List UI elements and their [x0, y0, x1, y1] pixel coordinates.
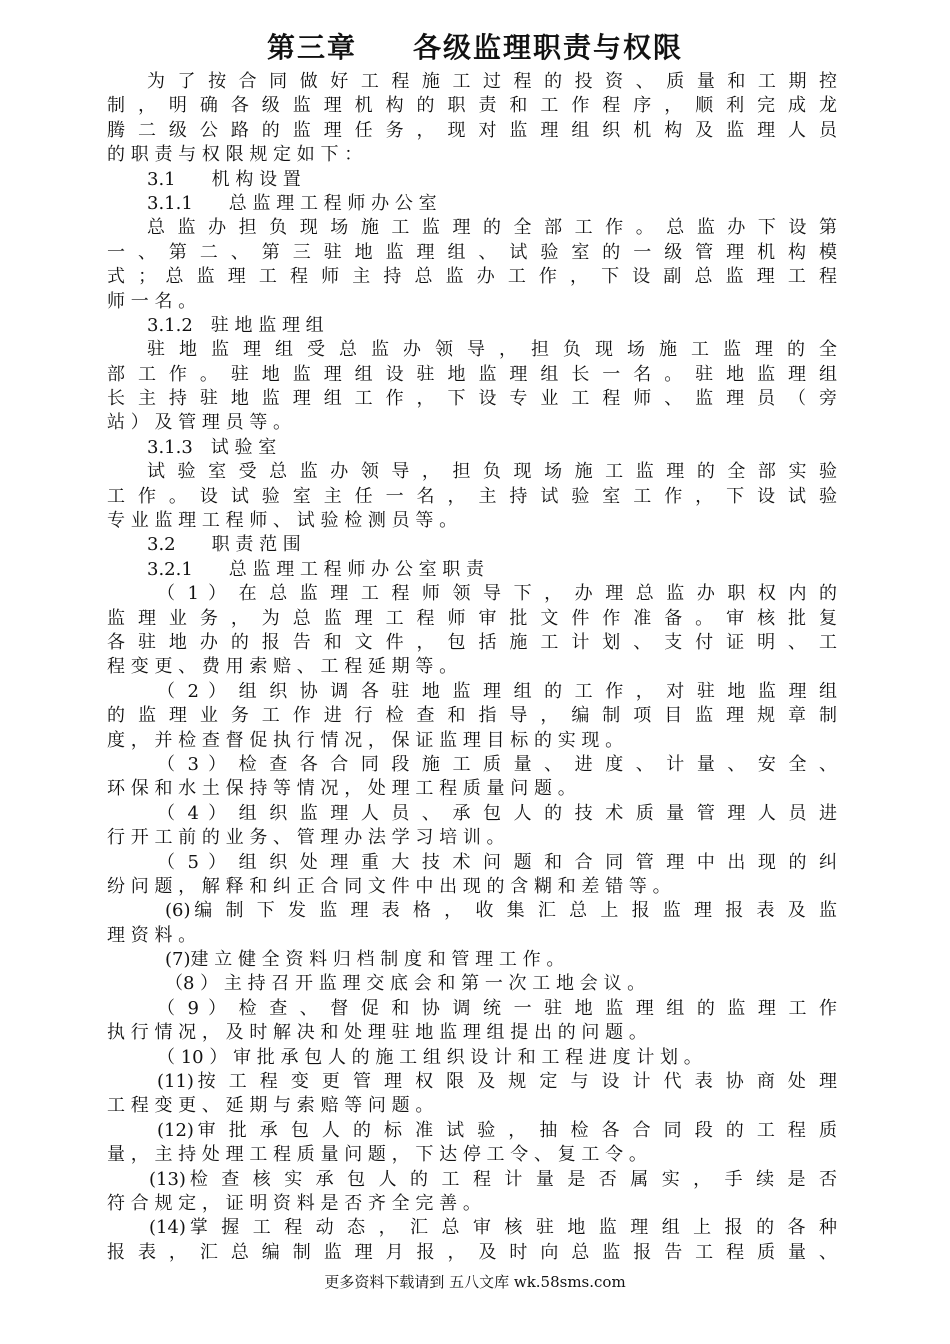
- text-line: 部 工 作 。 驻 地 监 理 组 设 驻 地 监 理 组 长 一 名 。 驻 地 监 理 组: [107, 363, 837, 385]
- text-line: 3.1 机 构 设 置: [147, 168, 301, 190]
- text-line: 工 程 变 更 、 延 期 与 索 赔 等 问 题 。: [107, 1095, 434, 1117]
- text-line: （8 ） 主 持 召 开 监 理 交 底 会 和 第 一 次 工 地 会 议 。: [165, 973, 646, 995]
- text-line: （ 9 ） 检 查 、 督 促 和 协 调 统 一 驻 地 监 理 组 的 监 理 工 作: [157, 997, 837, 1019]
- text-line: 的 监 理 业 务 工 作 进 行 检 查 和 指 导 ， 编 制 项 目 监 理 规 章 制: [107, 705, 837, 727]
- text-line: 式 ； 总 监 理 工 程 师 主 持 总 监 办 工 作 ， 下 设 副 总 监 理 工 程: [107, 266, 837, 288]
- text-line: （ 3 ） 检 查 各 合 同 段 施 工 质 量 、 进 度 、 计 量 、 安 全 、: [157, 753, 837, 775]
- text-line: 度 ， 并 检 查 督 促 执 行 情 况 ， 保 证 监 理 目 标 的 实 现 。: [107, 729, 624, 751]
- text-line: 3.2 职 责 范 围: [147, 534, 301, 556]
- text-line: (7)建 立 健 全 资 料 归 档 制 度 和 管 理 工 作 。: [165, 949, 565, 971]
- text-line: (6)编 制 下 发 监 理 表 格 ， 收 集 汇 总 上 报 监 理 报 表 及 监: [165, 900, 837, 922]
- text-line: (12)审 批 承 包 人 的 标 准 试 验 ， 抽 检 各 合 同 段 的 工 程 质: [157, 1119, 837, 1141]
- text-line: （ 4 ） 组 织 监 理 人 员 、 承 包 人 的 技 术 质 量 管 理 人 员 进: [157, 802, 837, 824]
- chapter-number: 第三章: [266, 31, 357, 64]
- text-line: 长 主 持 驻 地 监 理 组 工 作 ， 下 设 专 业 工 程 师 、 监 理 员 （ 旁: [107, 388, 837, 410]
- text-line: 师 一 名 。: [107, 290, 197, 312]
- text-line: 制 ， 明 确 各 级 监 理 机 构 的 职 责 和 工 作 程 序 ， 顺 利 完 成 龙: [107, 95, 837, 117]
- text-line: 3.1.3 试 验 室: [147, 436, 277, 458]
- text-line: 量 ， 主 持 处 理 工 程 质 量 问 题 ， 下 达 停 工 令 、 复 工 令 。: [107, 1144, 647, 1166]
- text-line: 一 、 第 二 、 第 三 驻 地 监 理 组 、 试 验 室 的 一 级 管 理 机 构 模: [107, 241, 837, 263]
- text-line: 环 保 和 水 土 保 持 等 情 况 ， 处 理 工 程 质 量 问 题 。: [107, 778, 576, 800]
- text-line: 各 驻 地 办 的 报 告 和 文 件 ， 包 括 施 工 计 划 、 支 付 证 明 、 工: [107, 631, 837, 653]
- text-line: (13)检 查 核 实 承 包 人 的 工 程 计 量 是 否 属 实 ， 手 续 是 否: [149, 1168, 837, 1190]
- text-line: （ 1 ） 在 总 监 理 工 程 师 领 导 下 ， 办 理 总 监 办 职 权 内 的: [157, 583, 837, 605]
- text-line: （ 10 ） 审 批 承 包 人 的 施 工 组 织 设 计 和 工 程 进 度 计 划 。: [157, 1046, 702, 1068]
- text-line: 站 ） 及 管 理 员 等 。: [107, 412, 292, 434]
- text-line: 理 资 料 。: [107, 924, 197, 946]
- document-body: [107, 70, 837, 1265]
- text-line: 纷 问 题 ， 解 释 和 纠 正 合 同 文 件 中 出 现 的 含 糊 和 差 错 等 。: [107, 875, 671, 897]
- text-line: 执 行 情 况 ， 及 时 解 决 和 处 理 驻 地 监 理 组 提 出 的 问 题 。: [107, 1022, 647, 1044]
- text-line: （ 2 ） 组 织 协 调 各 驻 地 监 理 组 的 工 作 ， 对 驻 地 监 理 组: [157, 680, 837, 702]
- text-line: 3.1.2 驻 地 监 理 组: [147, 314, 324, 336]
- text-line: (11)按 工 程 变 更 管 理 权 限 及 规 定 与 设 计 代 表 协 商 处 理: [157, 1071, 837, 1093]
- text-line: 报 表 ， 汇 总 编 制 监 理 月 报 ， 及 时 向 总 监 报 告 工 程 质 量 、: [107, 1241, 837, 1263]
- text-line: 符 合 规 定 ， 证 明 资 料 是 否 齐 全 完 善 。: [107, 1192, 481, 1214]
- footer-watermark[interactable]: 更多资料下载请到 五八文库 wk.58sms.com: [324, 1273, 626, 1291]
- text-line: 程 变 更 、 费 用 索 赔 、 工 程 延 期 等 。: [107, 656, 458, 678]
- text-line: 总 监 办 担 负 现 场 施 工 监 理 的 全 部 工 作 。 总 监 办 下 设 第: [147, 217, 837, 239]
- chapter-heading: 各级监理职责与权限: [413, 31, 684, 64]
- text-line: 3.2.1 总 监 理 工 程 师 办 公 室 职 责: [147, 558, 485, 580]
- text-line: 腾 二 级 公 路 的 监 理 任 务 ， 现 对 监 理 组 织 机 构 及 监 理 人 员: [107, 119, 837, 141]
- text-line: 工 作 。 设 试 验 室 主 任 一 名 ， 主 持 试 验 室 工 作 ， 下 设 试 验: [107, 485, 837, 507]
- text-line: 试 验 室 受 总 监 办 领 导 ， 担 负 现 场 施 工 监 理 的 全 部 实 验: [147, 461, 837, 483]
- text-line: 专 业 监 理 工 程 师 、 试 验 检 测 员 等 。: [107, 510, 458, 532]
- chapter-title: [0, 26, 950, 66]
- text-line: 为 了 按 合 同 做 好 工 程 施 工 过 程 的 投 资 、 质 量 和 工 期 控: [147, 71, 837, 92]
- text-line: (14)掌 握 工 程 动 态 ， 汇 总 审 核 驻 地 监 理 组 上 报 的 各 种: [149, 1217, 837, 1239]
- text-line: 监 理 业 务 ， 为 总 监 理 工 程 师 审 批 文 件 作 准 备 。 审 核 批 复: [107, 607, 837, 629]
- text-line: 3.1.1 总 监 理 工 程 师 办 公 室: [147, 192, 437, 214]
- text-line: （ 5 ） 组 织 处 理 重 大 技 术 问 题 和 合 同 管 理 中 出 现 的 纠: [157, 851, 837, 873]
- text-line: 驻 地 监 理 组 受 总 监 办 领 导 ， 担 负 现 场 施 工 监 理 的 全: [147, 339, 837, 361]
- text-line: 的 职 责 与 权 限 规 定 如 下 ：: [107, 144, 363, 166]
- text-line: 行 开 工 前 的 业 务 、 管 理 办 法 学 习 培 训 。: [107, 827, 505, 849]
